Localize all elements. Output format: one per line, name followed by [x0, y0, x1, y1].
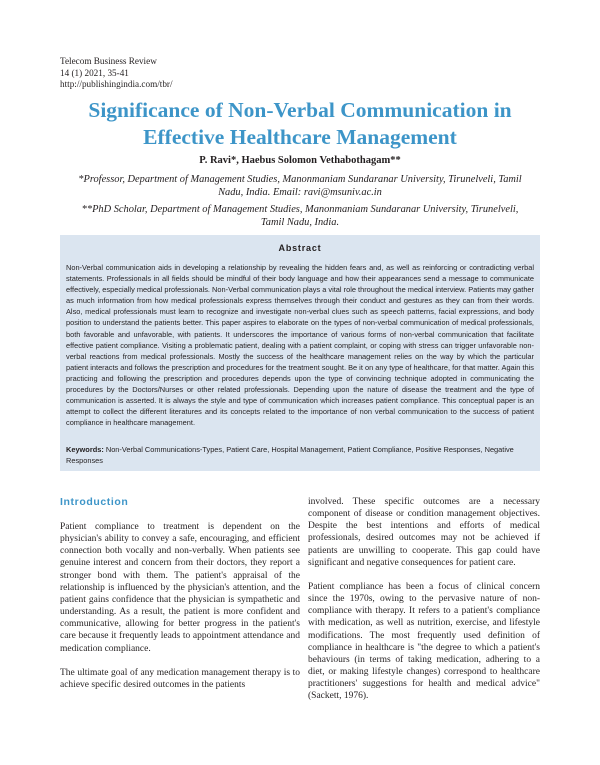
- paper-title-line-2: Effective Healthcare Management: [143, 125, 457, 149]
- abstract-text: Non-Verbal communication aids in developing a relationship by revealing the hidden fears and, as well as reinforcing or contradicting verbal statements. Professionals in all fields should be mindful of their body language and how their appearances send a message to communicate effectively, especially medical professionals. Non-Verbal communication plays a vital role throughout the medical interview. Patients may gather as much information from how medical professionals express themselves through their conduct and gestures as they can from their words. Also, medical professionals must learn to recognize and investigate non-verbal clues such as speech patterns, facial expressions, and body position to understand the patients better. This paper aspires to elaborate on the types of non-verbal communication of medical professionals, both favorable and unfavorable, with patients. It underscores the importance of various forms of non-verbal communication that facilitate effective patient compliance. Visiting a problematic patient, dealing with a patient complaint, or coping with stress can trigger unfavorable non-verbal reactions from medical professionals. Mostly the success of the healthcare management relies on the way by which the particular patient interacts and follows the prescription and procedures for the treatment sought. Be it on any type of healthcare, for that matter. Again this practicing and following the prescription and procedures depends upon the type of convincing technique adopted in communicating the procedures by the Doctors/Nurses or other related professionals. Depending upon the nature of disease the treatment and the type of communication is asserted. It is always the style and type of communication which increases patient compliance. This conceptual paper is an attempt to collect the different literatures and its concepts related to the importance of non verbal communication to the success of patient compliance in healthcare management.: [66, 263, 534, 428]
- keywords-label: Keywords:: [66, 445, 104, 454]
- affiliation-first-line-1: *Professor, Department of Management Studies, Manonmaniam Sundaranar University, Tirunelveli, Tamil: [78, 174, 522, 185]
- keywords-list: Non-Verbal Communications-Types, Patient Care, Hospital Management, Patient Compliance, Positive Responses, Negative Responses: [66, 445, 514, 466]
- author-list: P. Ravi*, Haebus Solomon Vethabothagam**: [199, 155, 401, 166]
- journal-url[interactable]: http://publishingindia.com/tbr/: [60, 79, 173, 89]
- keywords-line: [66, 444, 534, 466]
- right-column: [308, 496, 540, 715]
- intro-paragraph: The ultimate goal of any medication management therapy is to achieve specific desired outcomes in the patients: [60, 667, 300, 690]
- journal-info: [60, 56, 173, 91]
- introduction-heading: Introduction: [60, 496, 129, 508]
- affiliation-first-author: [62, 173, 538, 199]
- affiliation-second-author: [62, 203, 538, 229]
- left-column: [60, 521, 300, 703]
- affiliation-first-line-2: Nadu, India. Email: ravi@msuniv.ac.in: [218, 187, 382, 198]
- journal-name: Telecom Business Review: [60, 56, 157, 66]
- paper-title-line-1: Significance of Non-Verbal Communication in: [88, 98, 512, 122]
- intro-paragraph: involved. These specific outcomes are a necessary component of disease or condition management objectives. Despite the best intentions and efforts of medical professionals, desired outcomes may not be achieved if patients are unwilling to cooperate. This gap could have significant and negative consequences for patient care.: [308, 497, 540, 568]
- abstract-box: [60, 235, 540, 471]
- paper-title: [40, 97, 560, 151]
- intro-paragraph: Patient compliance has been a focus of clinical concern since the 1970s, owing to the pervasive nature of non-compliance with therapy. It refers to a patient's compliance with medication, as well as nutrition, exercise, and lifestyle modifications. The most frequently used definition of compliance in healthcare is "the degree to which a patient's behaviours (in terms of taking medication, adhering to a diet, or making lifestyle changes) correspond to healthcare practitioners' suggestions for health and medical advice" (Sackett, 1976).: [308, 581, 540, 702]
- abstract-heading: Abstract: [278, 243, 322, 253]
- journal-issue: 14 (1) 2021, 35-41: [60, 67, 129, 78]
- affiliation-second-line-1: **PhD Scholar, Department of Management Studies, Manonmaniam Sundaranar University, Tirunelveli,: [81, 204, 519, 215]
- affiliation-second-line-2: Tamil Nadu, India.: [260, 217, 340, 228]
- intro-paragraph: Patient compliance to treatment is dependent on the physician's ability to convey a safe, encouraging, and efficient connection both vocally and non-verbally. When patients see genuine interest and concern from their doctors, they report a stronger bond with them. The patient's appraisal of the relationship is influenced by the physician's attention, and the patient gains confidence that the physician is sympathetic and understanding. As a result, the patient is more confident and communicative, allowing for better progress in the patient's care because it frequently leads to appointment attendance and medication compliance.: [60, 522, 300, 654]
